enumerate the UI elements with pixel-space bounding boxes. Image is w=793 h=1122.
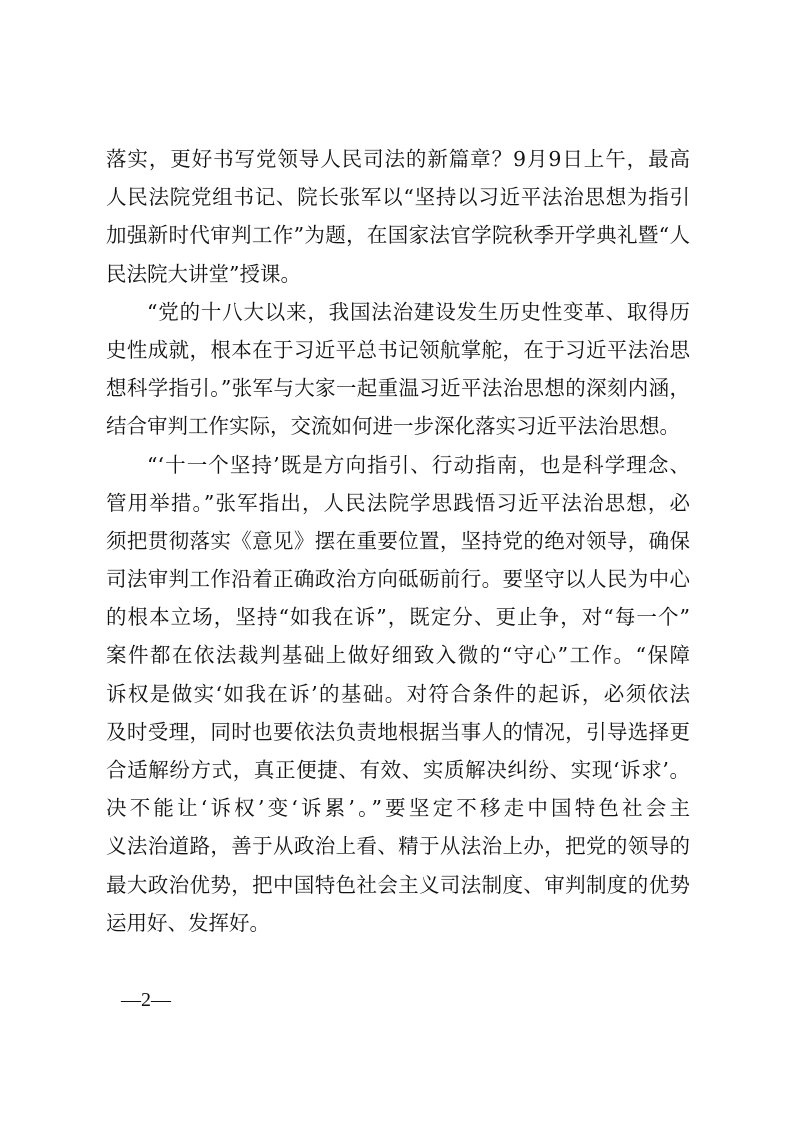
text-line: 史性成就，根本在于习近平总书记领航掌舵，在于习近平法治思 bbox=[106, 337, 690, 362]
text-line: 民法院大讲堂”授课。 bbox=[106, 261, 301, 286]
text-line: 司法审判工作沿着正确政治方向砥砺前行。要坚守以人民为中心 bbox=[106, 567, 690, 592]
text-line: 决不能让‘诉权’变‘诉累’。”要坚定不移走中国特色社会主 bbox=[106, 796, 690, 821]
page-number: —2— bbox=[121, 989, 171, 1011]
text-line: “‘十一个坚持’既是方向指引、行动指南，也是科学理念、 bbox=[147, 452, 690, 477]
text-line: 想科学指引。”张军与大家一起重温习近平法治思想的深刻内涵， bbox=[106, 376, 690, 401]
text-line: 人民法院党组书记、院长张军以“坚持以习近平法治思想为指引 bbox=[106, 185, 690, 210]
text-line: 运用好、发挥好。 bbox=[106, 910, 270, 935]
paragraph-1 bbox=[106, 140, 690, 293]
paragraph-3 bbox=[106, 446, 690, 942]
text-line: 管用举措。”张军指出，人民法院学思践悟习近平法治思想，必 bbox=[106, 490, 690, 515]
paragraph-2 bbox=[106, 293, 690, 446]
text-line: 及时受理，同时也要依法负责地根据当事人的情况，引导选择更 bbox=[106, 719, 690, 744]
text-line: 的根本立场，坚持“如我在诉”，既定分、更止争，对“每一个” bbox=[106, 605, 690, 630]
text-line: 须把贯彻落实《意见》摆在重要位置，坚持党的绝对领导，确保 bbox=[106, 528, 690, 553]
text-line: 结合审判工作实际，交流如何进一步深化落实习近平法治思想。 bbox=[106, 414, 680, 439]
text-line: 合适解纷方式，真正便捷、有效、实质解决纠纷、实现‘诉求’。 bbox=[106, 758, 690, 782]
document-body bbox=[106, 140, 690, 942]
text-line: 加强新时代审判工作”为题，在国家法官学院秋季开学典礼暨“人 bbox=[106, 223, 690, 248]
text-line: “党的十八大以来，我国法治建设发生历史性变革、取得历 bbox=[147, 299, 690, 324]
text-line: 义法治道路，善于从政治上看、精于从法治上办，把党的领导的 bbox=[106, 834, 690, 859]
text-line: 诉权是做实‘如我在诉’的基础。对符合条件的起诉，必须依法 bbox=[106, 681, 690, 706]
text-line: 案件都在依法裁判基础上做好细致入微的“守心”工作。“保障 bbox=[106, 643, 690, 668]
text-line: 落实，更好书写党领导人民司法的新篇章？9月9日上午，最高 bbox=[106, 147, 690, 171]
text-line: 最大政治优势，把中国特色社会主义司法制度、审判制度的优势 bbox=[106, 872, 690, 897]
